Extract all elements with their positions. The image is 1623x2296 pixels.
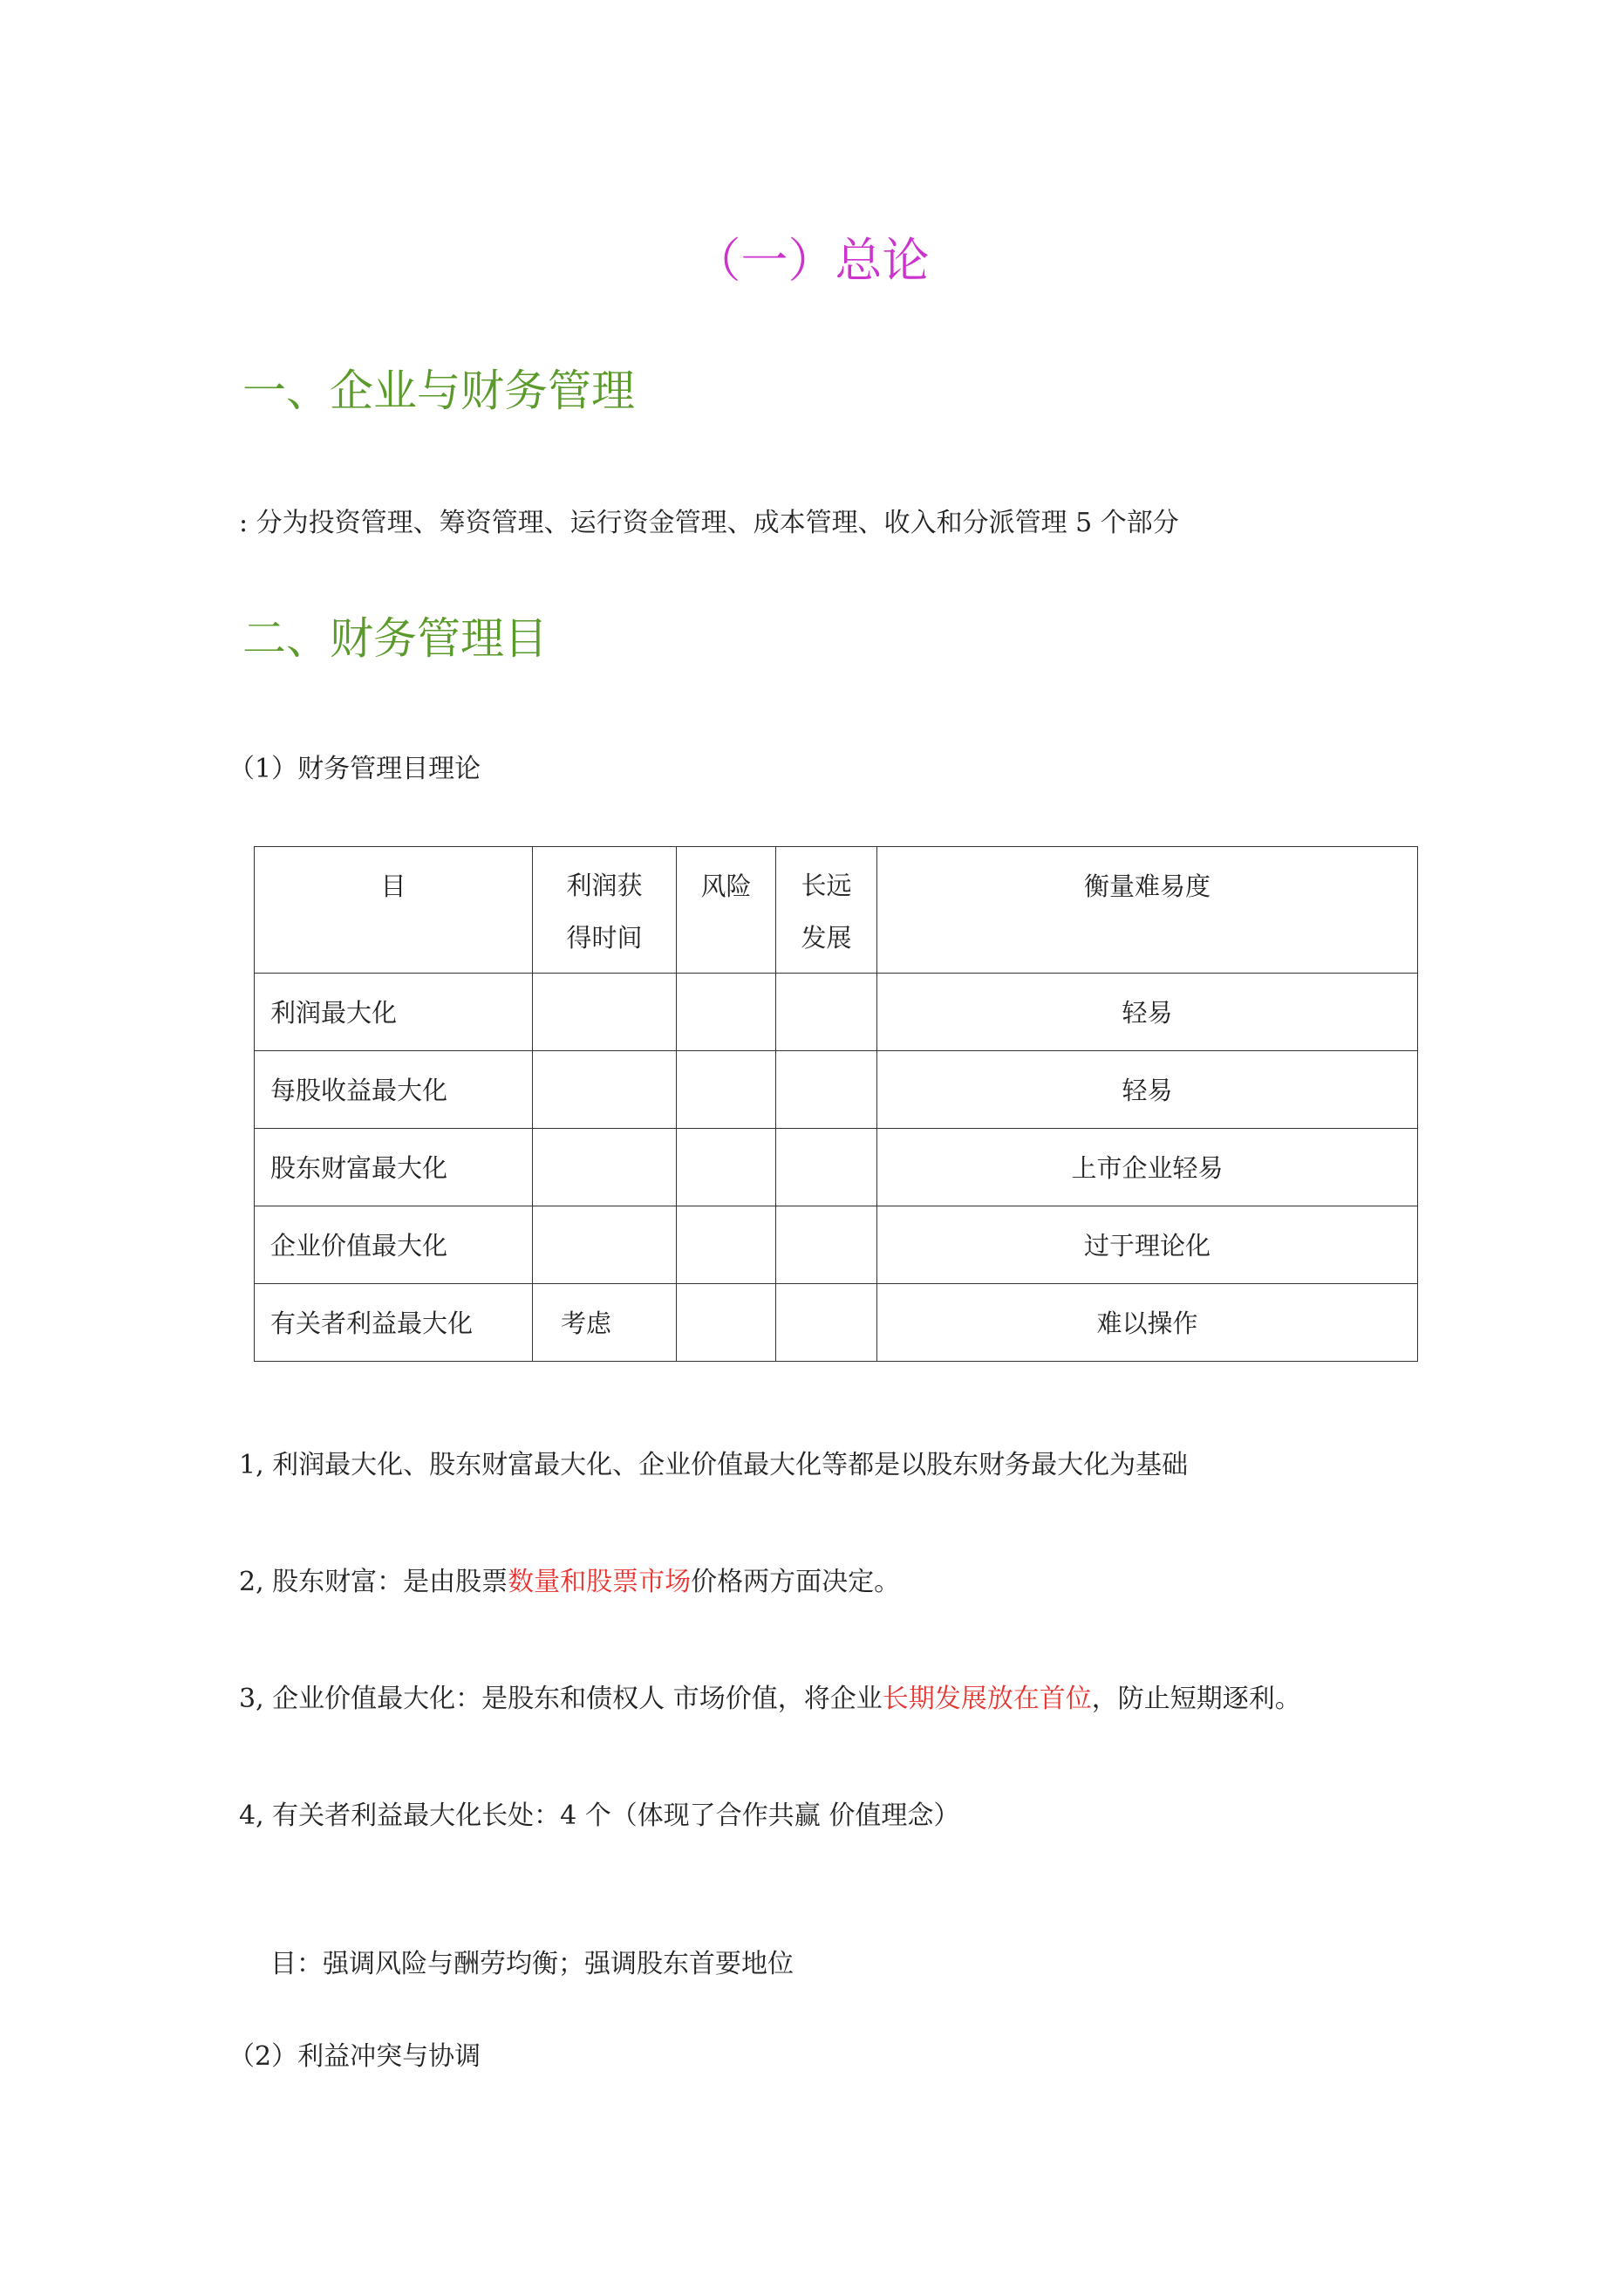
table-cell xyxy=(533,1129,676,1141)
table-header-row xyxy=(255,847,1418,974)
page-title: （一）总论 xyxy=(693,233,930,288)
table-cell xyxy=(677,1129,775,1141)
note-2-text-end: 价格两方面决定。 xyxy=(691,1567,901,1597)
table-row xyxy=(255,974,1418,1051)
note-4: 4, 有关者利益最大化长处：4 个（体现了合作共赢 价值理念） xyxy=(239,1801,960,1831)
table-cell xyxy=(776,1206,876,1219)
note-1: 1, 利润最大化、股东财富最大化、企业价值最大化等都是以股东财务最大化为基础 xyxy=(239,1450,1189,1480)
note-3 xyxy=(239,1682,1301,1717)
table-header-cell: 风险 xyxy=(677,847,776,974)
table-cell xyxy=(776,974,876,986)
table-row xyxy=(255,1129,1418,1206)
table-cell: 轻易 xyxy=(1122,998,1173,1028)
table-header-cell: 利润获得时间 xyxy=(533,847,677,974)
section1-text: : 分为投资管理、筹资管理、运行资金管理、成本管理、收入和分派管理 5 个部分 xyxy=(239,508,1179,538)
table-cell: 股东财富最大化 xyxy=(270,1153,448,1183)
table-cell: 每股收益最大化 xyxy=(270,1076,448,1105)
subheading-2: （2）利益冲突与协调 xyxy=(228,2041,481,2072)
table-cell xyxy=(776,1129,876,1141)
table-cell: 有关者利益最大化 xyxy=(270,1309,474,1338)
table-cell: 过于理论化 xyxy=(1083,1231,1210,1261)
table-row xyxy=(255,1206,1418,1284)
table-cell xyxy=(533,1206,676,1219)
note-2-text: 2, 股东财富：是由股票 xyxy=(239,1567,508,1597)
goals-table xyxy=(254,846,1418,1362)
note-2-highlight: 数量和股票市场 xyxy=(508,1567,692,1597)
note-3-text: 3, 企业价值最大化：是股东和债权人 市场价值，将企业 xyxy=(239,1684,883,1714)
section-heading-2: 二、财务管理目 xyxy=(242,613,548,664)
table-cell xyxy=(776,1284,876,1296)
table-cell: 难以操作 xyxy=(1096,1309,1198,1338)
note-5: 目：强调风险与酬劳均衡；强调股东首要地位 xyxy=(270,1949,794,1979)
table-cell xyxy=(533,1051,676,1063)
table-row xyxy=(255,1284,1418,1362)
table-cell xyxy=(677,1284,775,1296)
table-cell: 企业价值最大化 xyxy=(270,1231,448,1261)
table-row xyxy=(255,1051,1418,1129)
table-cell xyxy=(677,1051,775,1063)
table-cell: 轻易 xyxy=(1122,1076,1173,1105)
table-header-cell: 长远发展 xyxy=(776,847,877,974)
section-heading-1: 一、企业与财务管理 xyxy=(242,366,635,416)
table-cell xyxy=(677,1206,775,1219)
note-3-highlight: 长期发展放在首位 xyxy=(882,1684,1092,1714)
table-cell xyxy=(533,974,676,986)
table-header-cell: 目 xyxy=(255,847,533,974)
table-header-cell: 衡量难易度 xyxy=(877,847,1418,974)
note-2 xyxy=(239,1565,900,1600)
table-cell xyxy=(677,974,775,986)
note-3-text-end: ，防止短期逐利。 xyxy=(1091,1684,1301,1714)
table-cell: 考虑 xyxy=(561,1309,612,1338)
table-cell: 利润最大化 xyxy=(270,998,398,1028)
table-cell: 上市企业轻易 xyxy=(1071,1153,1224,1183)
table-cell xyxy=(776,1051,876,1063)
subheading-1: （1）财务管理目理论 xyxy=(228,754,481,784)
